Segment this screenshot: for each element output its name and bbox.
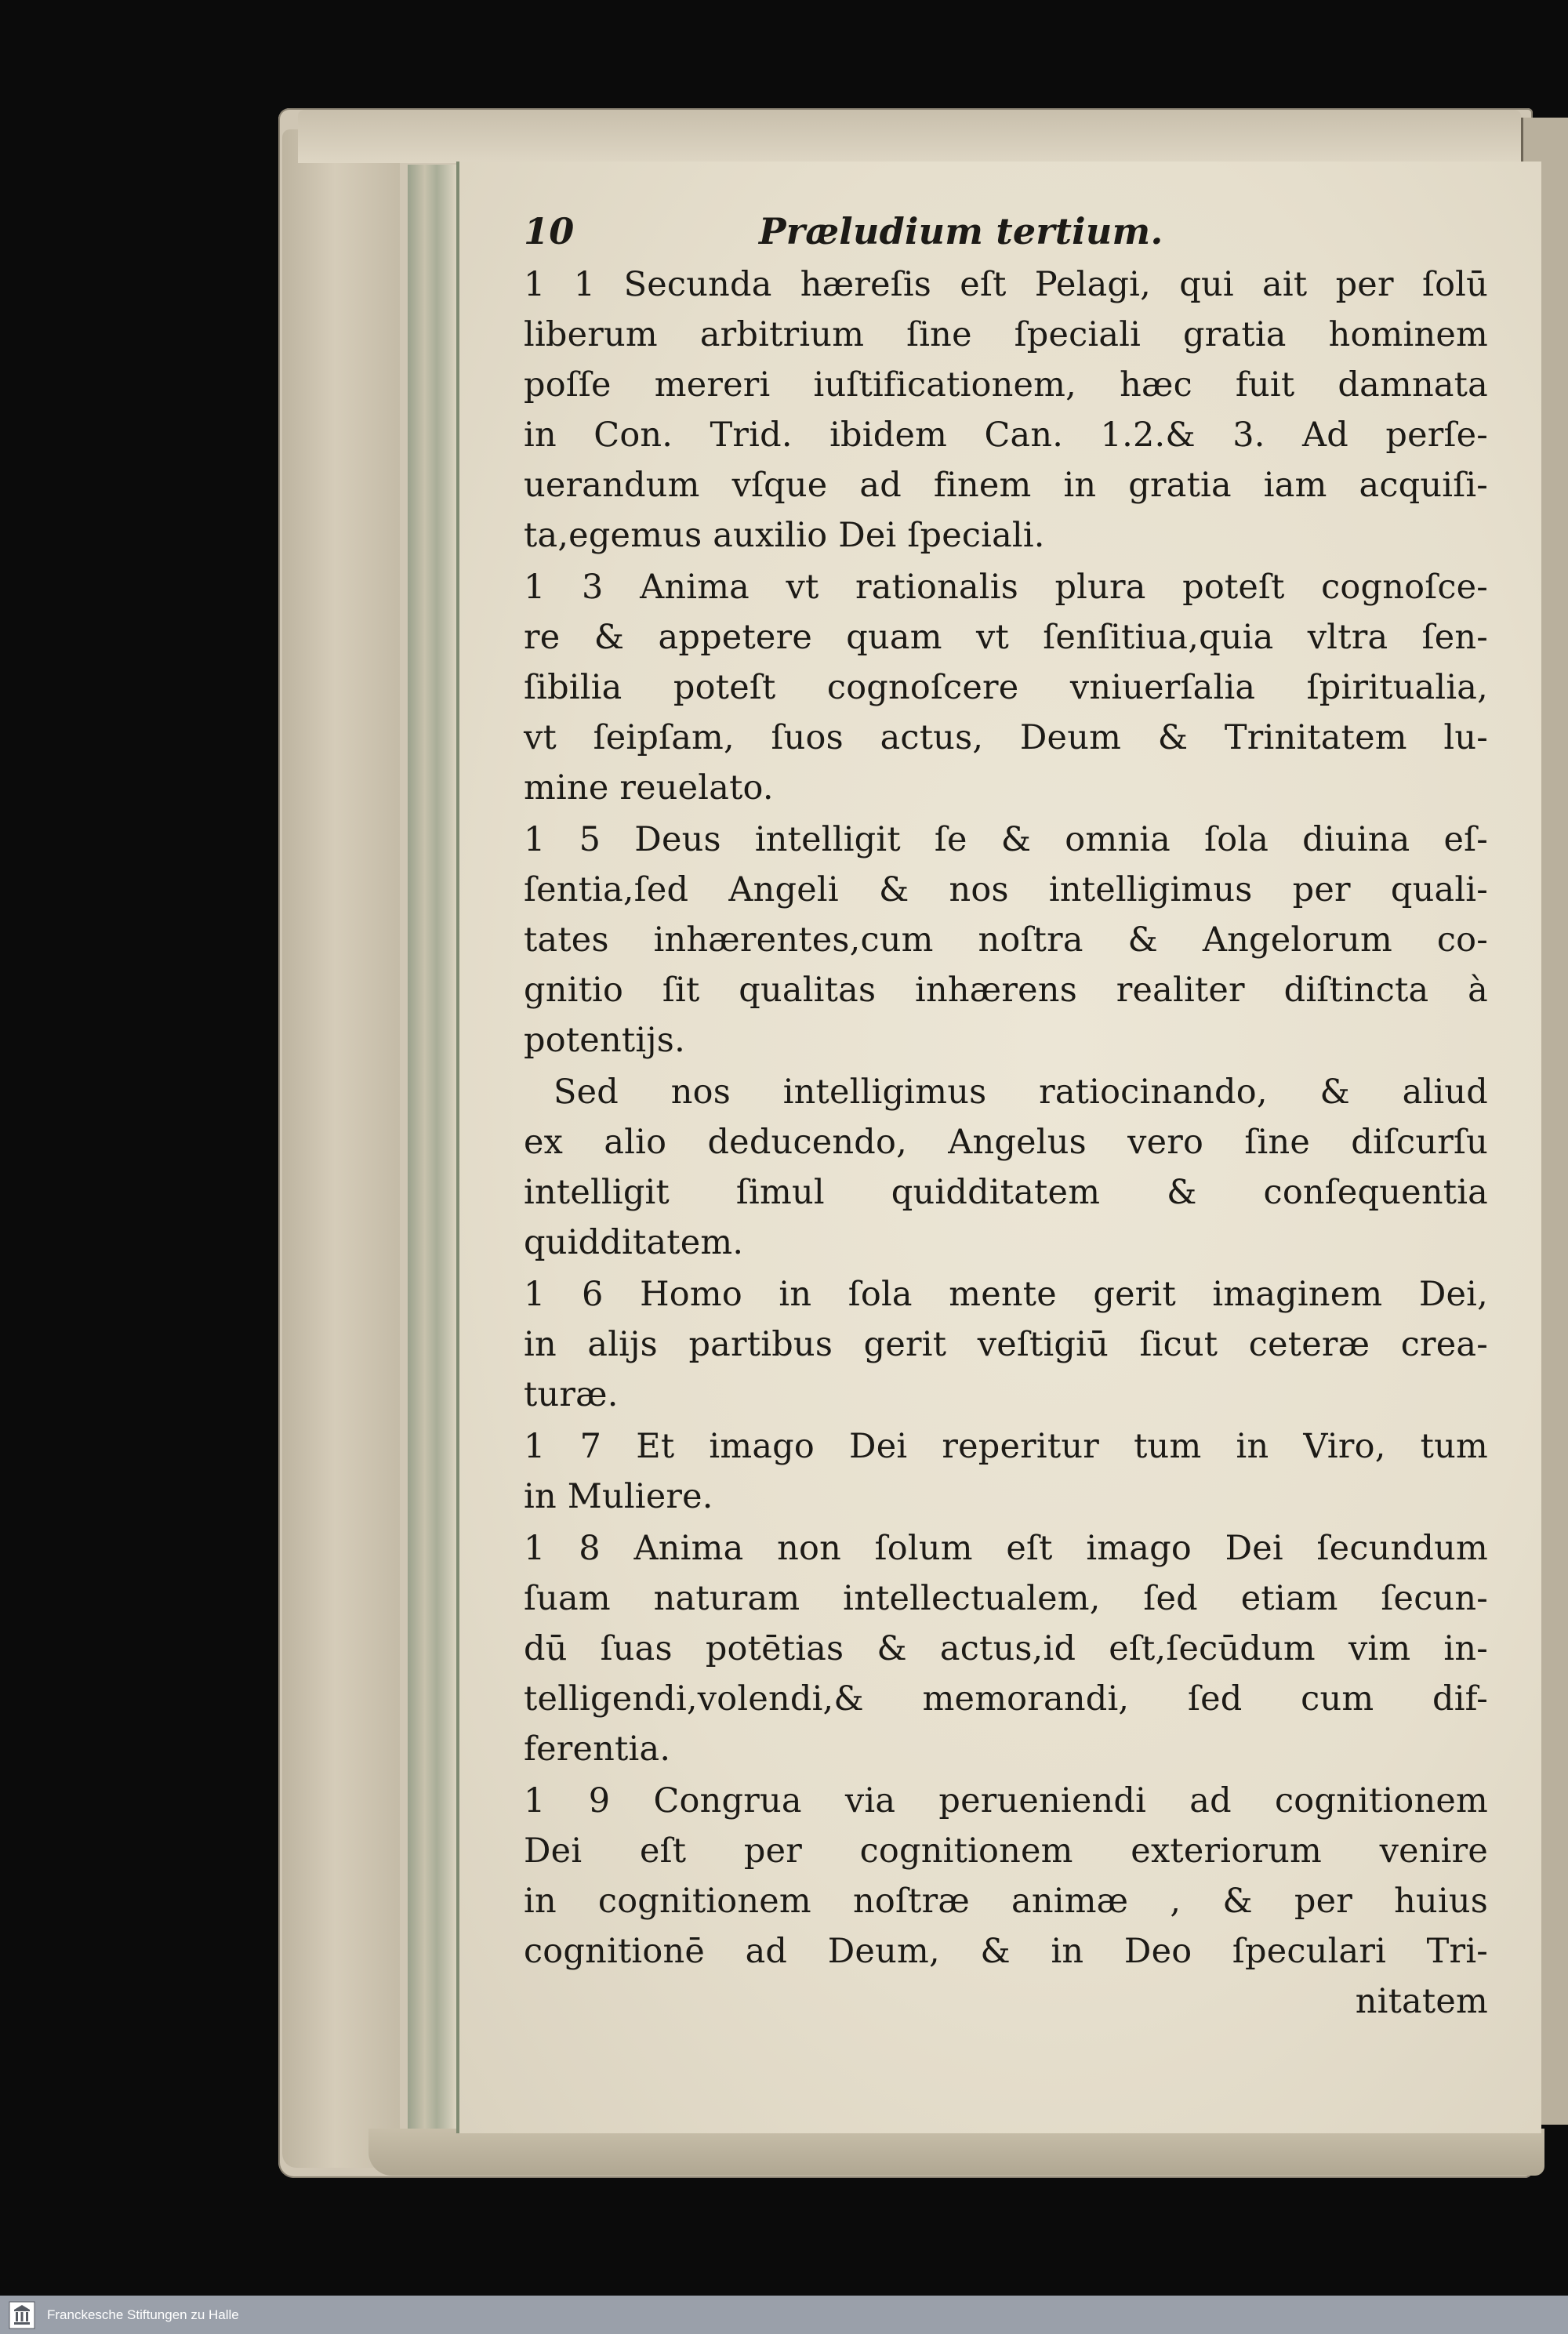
text-line: ta,egemus auxilio Dei ſpeciali.: [524, 516, 1045, 555]
text-line: re & appetere quam vt ſenſitiua,quia vltra ſen-: [524, 618, 1488, 657]
text-line: uerandum vſque ad finem in gratia iam acquiſi-: [524, 466, 1488, 505]
text-line: in cognitionem noſtræ animæ , & per huius: [524, 1882, 1488, 1921]
text-line: turæ.: [524, 1375, 619, 1414]
footer-credit: Franckesche Stiftungen zu Halle: [47, 2307, 239, 2322]
text-line: mine reuelato.: [524, 768, 774, 808]
text-line: ſibilia poteſt cognoſcere vniuerſalia ſpiritualia,: [524, 668, 1488, 707]
text-line: tates inhærentes,cum noſtra & Angelorum co-: [524, 920, 1488, 960]
page-gutter: [408, 165, 456, 2140]
text-line: Sed nos intelligimus ratiocinando, & aliud: [554, 1073, 1488, 1112]
text-line: ex alio deducendo, Angelus vero ſine diſcurſu: [524, 1123, 1488, 1162]
text-line: 1 3 Anima vt rationalis plura poteſt cognoſce-: [524, 568, 1488, 607]
book-page: [456, 162, 1541, 2133]
text-line: poſſe mereri iuſtificationem, hæc fuit damnata: [524, 365, 1488, 405]
footer-bar: [0, 2296, 1568, 2334]
text-line: gnitio ſit qualitas inhærens realiter diſtincta à: [524, 971, 1488, 1010]
text-line: ſentia,ſed Angeli & nos intelligimus per quali-: [524, 870, 1488, 909]
text-line: liberum arbitrium ſine ſpeciali gratia hominem: [524, 315, 1488, 354]
page-text: [459, 162, 1541, 2133]
text-line: ſuam naturam intellectualem, ſed etiam ſecun-: [524, 1579, 1488, 1618]
page-bottom-edge: [368, 2129, 1544, 2176]
text-line: potentijs.: [524, 1021, 685, 1060]
text-line: in Con. Trid. ibidem Can. 1.2.& 3. Ad perſe-: [524, 416, 1488, 455]
text-line: cognitionē ad Deum, & in Deo ſpeculari Tri-: [524, 1932, 1488, 1971]
catchword: nitatem: [1355, 1982, 1488, 2021]
text-line: quidditatem.: [524, 1223, 744, 1262]
text-line: 1 8 Anima non ſolum eſt imago Dei ſecundum: [524, 1529, 1488, 1568]
text-line: 1 6 Homo in ſola mente gerit imaginem Dei,: [524, 1275, 1488, 1314]
text-line: telligendi,volendi,& memorandi, ſed cum dif-: [524, 1679, 1488, 1719]
text-line: intelligit ſimul quidditatem & conſequentia: [524, 1173, 1488, 1212]
page-top-edge: [298, 110, 1521, 163]
text-line: dū ſuas potētias & actus,id eſt,ſecūdum vim in-: [524, 1629, 1488, 1668]
foundation-logo-icon: [6, 2300, 38, 2331]
text-line: vt ſeipſam, ſuos actus, Deum & Trinitatem lu-: [524, 718, 1488, 757]
page-number: 10: [524, 210, 575, 252]
text-line: 1 5 Deus intelligit ſe & omnia ſola diuina eſ-: [524, 820, 1488, 859]
text-line: 1 9 Congrua via perueniendi ad cognitionem: [524, 1781, 1488, 1820]
text-line: in alijs partibus gerit veſtigiū ſicut ceteræ crea-: [524, 1325, 1488, 1364]
text-line: 1 7 Et imago Dei reperitur tum in Viro, tum: [524, 1427, 1488, 1466]
text-line: in Muliere.: [524, 1477, 713, 1516]
text-line: ferentia.: [524, 1730, 671, 1769]
running-head: Præludium tertium.: [759, 210, 1163, 252]
text-line: 1 1 Secunda hæreſis eſt Pelagi, qui ait per ſolū: [524, 265, 1488, 304]
text-line: Dei eſt per cognitionem exteriorum venire: [524, 1831, 1488, 1871]
book-spine: [282, 129, 400, 2168]
